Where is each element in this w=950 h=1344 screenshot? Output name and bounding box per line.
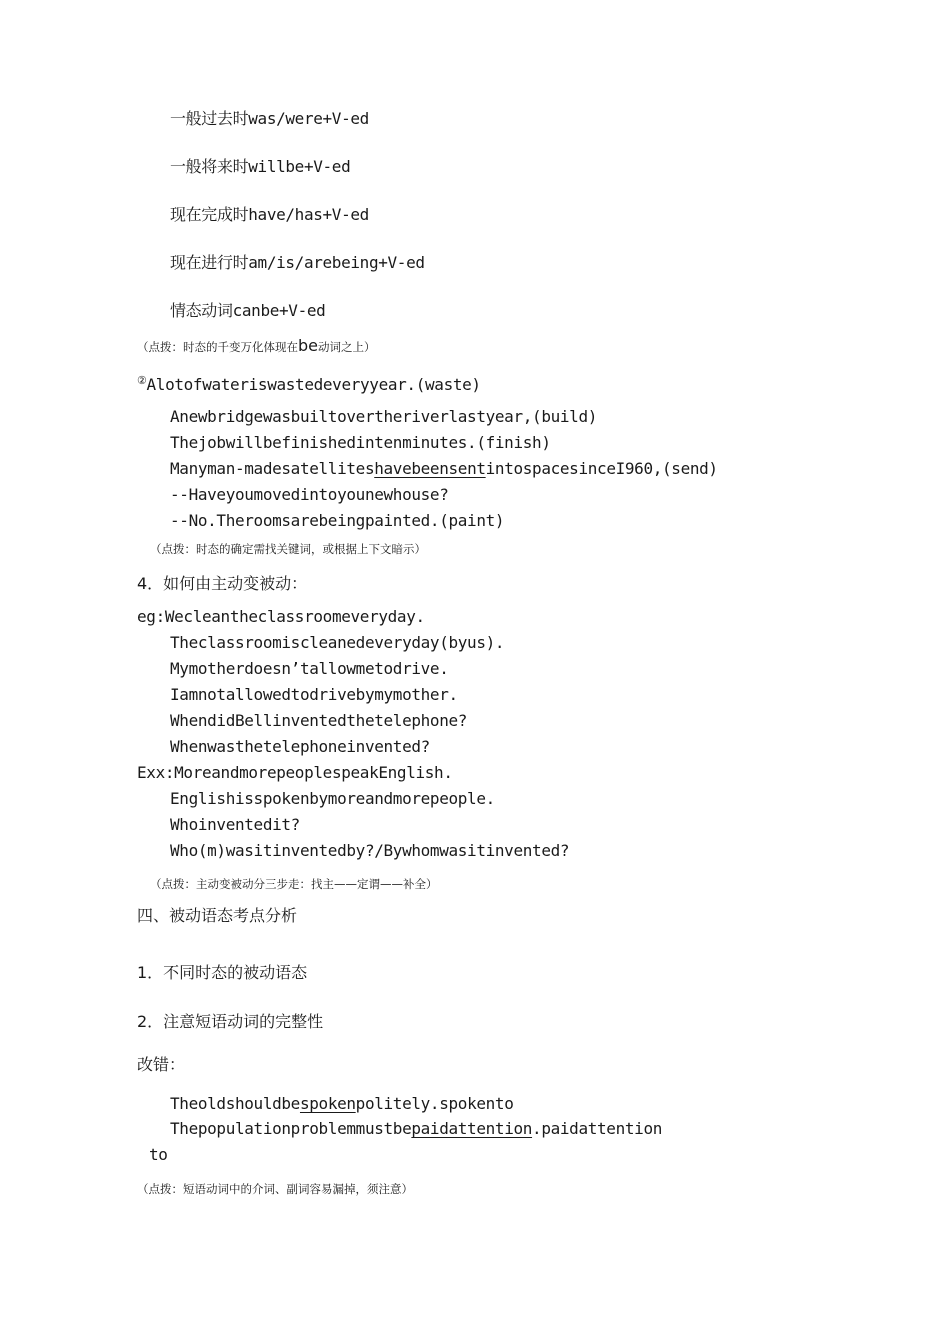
section-item: 2．注意短语动词的完整性: [137, 1012, 324, 1031]
section-heading: 四、被动语态考点分析: [137, 906, 298, 925]
tense-present-progressive: 现在进行时am/is/arebeing+V-ed: [170, 253, 425, 272]
conversion-line: Whenwasthetelephoneinvented?: [170, 737, 430, 756]
conversion-line: Englishisspokenbymoreandmorepeople.: [170, 789, 495, 808]
example-line: Manyman-madesatelliteshavebeensentintospacesinceI960,(send): [170, 459, 718, 478]
section-item: 1．不同时态的被动语态: [137, 963, 308, 982]
correction-label: 改错：: [137, 1055, 186, 1074]
conversion-line: Exx:MoreandmorepeoplespeakEnglish.: [137, 763, 453, 782]
conversion-line: Iamnotallowedtodrivebymymother.: [170, 685, 458, 704]
tip-note-3: （点拨：主动变被动分三步走：找主——定谓——补全）: [150, 877, 438, 891]
example-line: Thejobwillbefinishedintenminutes.(finish): [170, 433, 551, 452]
tip-note-4: （点拨：短语动词中的介词、副词容易漏掉，须注意）: [137, 1182, 413, 1196]
tense-present-perfect: 现在完成时have/has+V-ed: [170, 205, 369, 224]
tense-future-simple: 一般将来时willbe+V-ed: [170, 157, 351, 176]
correction-line: Theoldshouldbespokenpolitely.spokento: [170, 1094, 514, 1113]
correction-line-continued: to: [149, 1145, 168, 1164]
example-first: ②Alotofwateriswastedeveryyear.(waste): [137, 374, 481, 394]
correction-line: Thepopulationproblemmustbepaidattention.paidattention: [170, 1119, 663, 1138]
example-line: --Haveyoumovedintoyounewhouse?: [170, 485, 449, 504]
conversion-line: Whoinventedit?: [170, 815, 300, 834]
conversion-line: eg:Wecleantheclassroomeveryday.: [137, 607, 425, 626]
section-heading: 4．如何由主动变被动：: [137, 574, 308, 593]
tense-past-simple: 一般过去时was/were+V-ed: [170, 109, 369, 128]
conversion-line: Theclassroomiscleanedeveryday(byus).: [170, 633, 505, 652]
conversion-line: Who(m)wasitinventedby?/Bywhomwasitinvented?: [170, 841, 570, 860]
conversion-line: Mymotherdoesn’tallowmetodrive.: [170, 659, 449, 678]
tip-note-1: （点拨：时态的千变万化体现在be动词之上）: [137, 336, 376, 355]
tip-note-2: （点拨：时态的确定需找关键词，或根据上下文暗示）: [150, 542, 426, 556]
conversion-line: WhendidBellinventedthetelephone?: [170, 711, 468, 730]
example-line: Anewbridgewasbuiltovertheriverlastyear,(build): [170, 407, 598, 426]
tense-modal: 情态动词canbe+V-ed: [170, 301, 326, 320]
example-line: --No.Theroomsarebeingpainted.(paint): [170, 511, 505, 530]
